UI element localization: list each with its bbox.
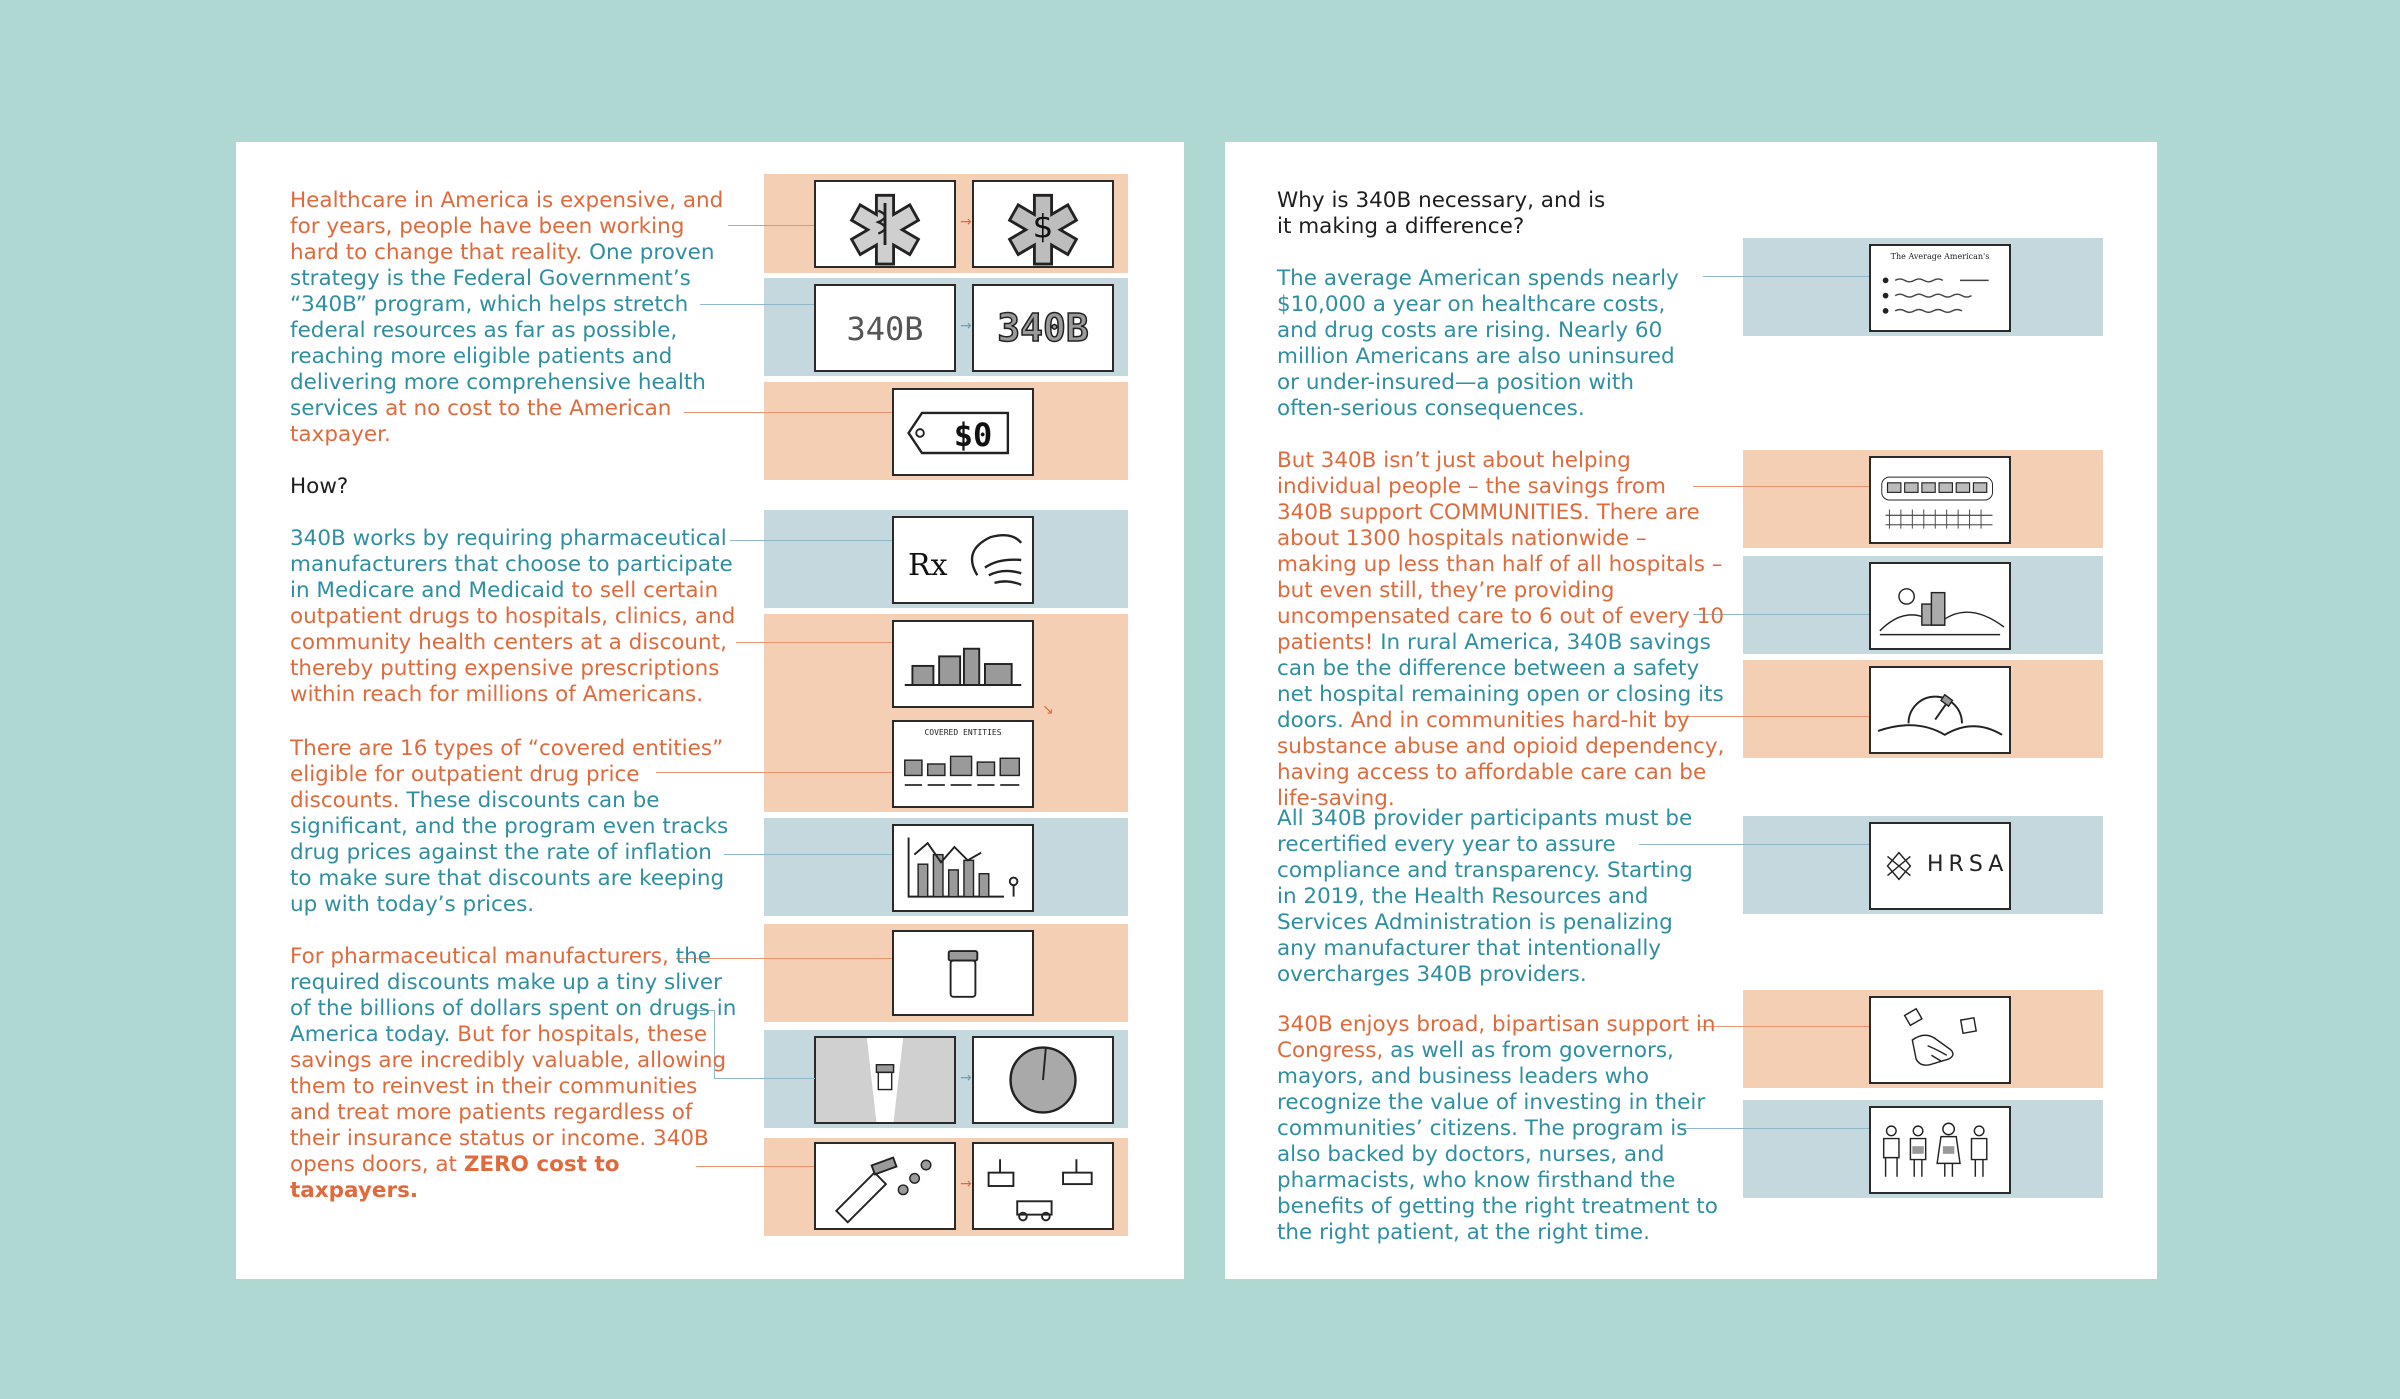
sketch-average-american — [1869, 244, 2011, 332]
arrow-icon: ↘ — [1042, 702, 1054, 718]
arrow-icon: → — [960, 214, 972, 230]
hrsa-label: HRSA — [1927, 852, 2009, 877]
left-page — [236, 142, 1184, 1279]
price-tag-label: $0 — [953, 416, 993, 454]
leader-line — [1703, 276, 1869, 277]
sketch-rx — [892, 516, 1034, 604]
professionals-icon — [1871, 1108, 2009, 1192]
support-s1: 340B enjoys broad, bipartisan support in Congress, — [1277, 1012, 1716, 1063]
why-heading: Why is 340B necessary, and is it making a difference? — [1277, 188, 1606, 239]
star-of-life-dollar-icon — [974, 182, 1112, 266]
list-icon — [1871, 246, 2009, 330]
entities-s1: There are 16 types of “covered entities” eligible for outpatient drug price discounts. — [290, 736, 724, 813]
sketch-star-of-life — [814, 180, 956, 268]
sketch-open-bottle — [814, 1142, 956, 1230]
sketch-care-scene — [972, 1142, 1114, 1230]
chart-icon — [894, 826, 1032, 910]
support-s2: as well as from governors, mayors, and business leaders who recognize the value of investing in their communities’ citizens. The program is also backed by doctors, nurses, and pharmacists, who know firsthand the benefits of getting the right treatment to the right patient, at the right time. — [1277, 1038, 1718, 1245]
sketch-covered-entities — [892, 720, 1034, 808]
communities-s3: And in communities hard-hit by substance abuse and opioid dependency, having access to affordable care can be life-saving. — [1277, 708, 1725, 811]
how-s2: to sell certain outpatient drugs to hospitals, clinics, and community health centers at a discount, thereby putting expensive prescriptions within reach for millions of Americans. — [290, 578, 736, 707]
average-paragraph: The average American spends nearly $10,000 a year on healthcare costs, and drug costs are rising. Nearly 60 million Americans are also uninsured or under-insured—a position with often-serious consequences. — [1277, 266, 1679, 421]
sliver-icon — [816, 1038, 954, 1122]
intro-s1: Healthcare in America is expensive, and for years, people have been working hard to change that reality. — [290, 188, 724, 265]
how-s1: 340B works by requiring pharmaceutical manufacturers that choose to participate in Medicare and Medicaid — [290, 526, 733, 603]
sketch-sunset — [1869, 666, 2011, 754]
leader-line — [730, 540, 892, 541]
communities-paragraph — [1277, 448, 1727, 812]
arrow-icon: → — [960, 318, 972, 334]
network-icon — [1871, 458, 2009, 542]
handshake-icon — [1871, 998, 2009, 1082]
care-scene-icon — [974, 1144, 1112, 1228]
sketch-health-buildings — [892, 620, 1034, 708]
rural-hospital-icon — [1871, 564, 2009, 648]
sketch-340b-plain — [814, 284, 956, 372]
manufacturers-s2: the required discounts make up a tiny sliver of the billions of dollars spent on drugs in America today. — [290, 944, 737, 1047]
open-bottle-icon — [816, 1144, 954, 1228]
intro-s3: at no cost to the American taxpayer. — [290, 396, 672, 447]
star-of-life-icon — [816, 182, 954, 266]
pill-bottle-icon — [894, 932, 1032, 1014]
sketch-rural-hospital — [1869, 562, 2011, 650]
right-page — [1225, 142, 2157, 1279]
arrow-icon: → — [960, 1070, 972, 1086]
rx-label: Rx — [908, 548, 948, 583]
providers-paragraph: All 340B provider participants must be recertified every year to assure compliance and transparency. Starting in 2019, the Health Resources and Services Administration is penalizing any manufacturer that intentionally overcharges 340B providers. — [1277, 806, 1693, 987]
sketch-sliver — [814, 1036, 956, 1124]
sketch-handshake — [1869, 996, 2011, 1084]
how-heading: How? — [290, 474, 349, 499]
intro-s2: One proven strategy is the Federal Government’s “340B” program, which helps stretch federal resources as far as possible, reaching more eligible patients and delivering more comprehensive health services — [290, 240, 715, 421]
sketch-hospitals-network — [1869, 456, 2011, 544]
entities-s2: These discounts can be significant, and the program even tracks drug prices against the rate of inflation to make sure that discounts are keeping up with today’s prices. — [290, 788, 729, 917]
sketch-star-of-life-dollar — [972, 180, 1114, 268]
communities-s2: In rural America, 340B savings can be the difference between a safety net hospital remaining open or closing its doors. — [1277, 630, 1724, 733]
sketch-inflation-chart — [892, 824, 1034, 912]
sketch-hrsa — [1869, 822, 2011, 910]
buildings-icon — [894, 622, 1032, 706]
manufacturers-s1: For pharmaceutical manufacturers, — [290, 944, 669, 969]
entities-paragraph — [290, 736, 740, 918]
sketch-price-tag — [892, 388, 1034, 476]
manufacturers-paragraph — [290, 944, 740, 1204]
manufacturers-s3: But for hospitals, these savings are incredibly valuable, allowing them to reinvest in their communities and treat more patients regardless of their insurance status or income. 340B opens doors, at — [290, 1022, 727, 1177]
sketch-340b-bold — [972, 284, 1114, 372]
eagle-icon — [894, 518, 1032, 602]
how-paragraph — [290, 526, 740, 708]
average-title-label: The Average American's — [1890, 252, 1990, 261]
sketch-pie — [972, 1036, 1114, 1124]
communities-s1: But 340B isn’t just about helping individual people – the savings from 340B support COMMUNITIES. There are about 1300 hospitals nationwide – making up less than half of all hospitals – but even still, they’re providing uncompensated care to 6 out of every 10 patients! — [1277, 448, 1725, 655]
svg-text:$: $ — [1032, 207, 1054, 246]
pie-icon — [974, 1038, 1112, 1122]
leader-line — [728, 225, 814, 226]
entities-icon — [894, 722, 1032, 806]
leader-line — [736, 642, 892, 643]
leader-line — [724, 854, 892, 855]
manufacturers-s4: ZERO cost to taxpayers. — [290, 1152, 620, 1203]
sketch-pill-bottle — [892, 930, 1034, 1016]
sketch-340b-bold-label: 340B — [997, 306, 1089, 350]
support-paragraph — [1277, 1012, 1727, 1246]
covered-entities-label: COVERED ENTITIES — [924, 728, 1002, 737]
arrow-icon: → — [960, 1176, 972, 1192]
sketch-professionals — [1869, 1106, 2011, 1194]
intro-paragraph — [290, 188, 740, 448]
sketch-340b-plain-label: 340B — [846, 310, 924, 348]
sunset-icon — [1871, 668, 2009, 752]
